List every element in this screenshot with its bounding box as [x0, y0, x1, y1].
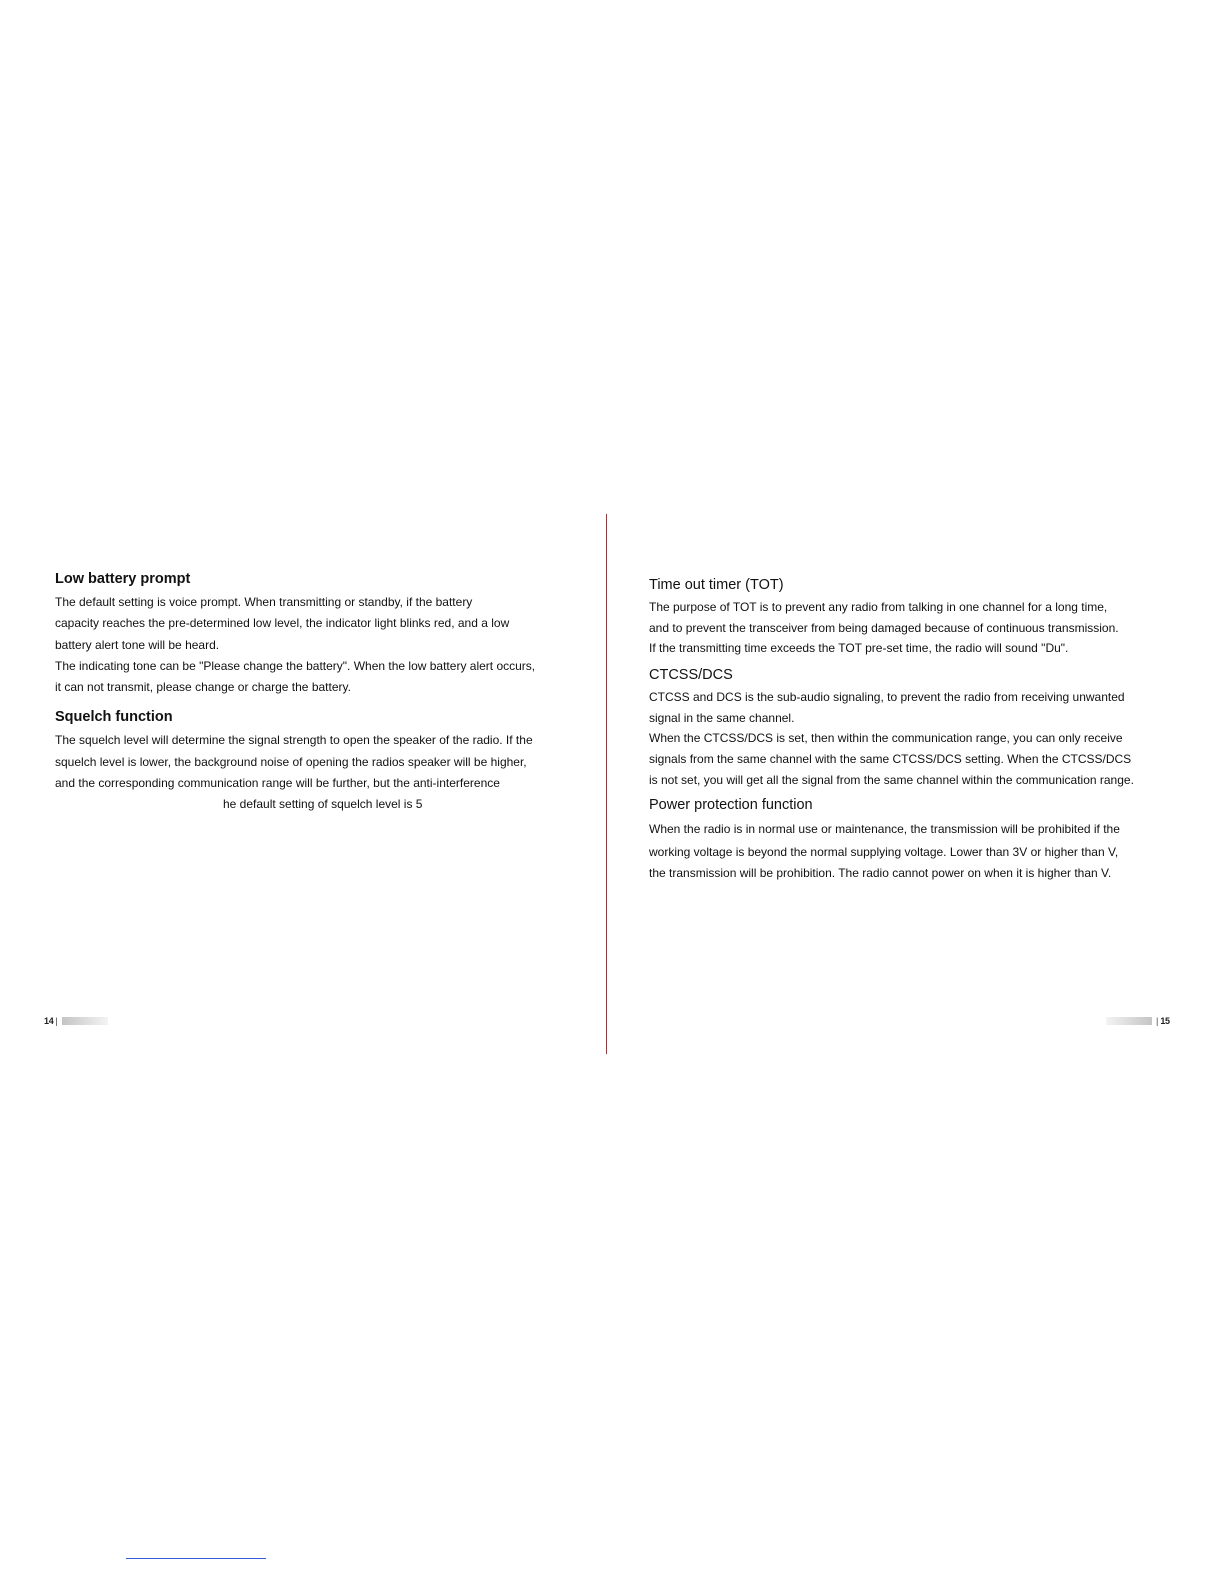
ctcss-line: CTCSS and DCS is the sub-audio signaling, to prevent the radio from receiving unwanted [649, 690, 1125, 704]
power-line: working voltage is beyond the normal supplying voltage. Lower than 3V or higher than V, [649, 845, 1119, 859]
folio-bar [62, 1017, 108, 1025]
squelch-line: The squelch level will determine the signal strength to open the speaker of the radio. If the [55, 733, 533, 747]
low-battery-line: The default setting is voice prompt. When transmitting or standby, if the battery [55, 595, 473, 609]
folio-bar [1106, 1017, 1152, 1025]
low-battery-heading: Low battery prompt [55, 571, 191, 587]
tot-line: If the transmitting time exceeds the TOT pre-set time, the radio will sound "Du". [649, 641, 1069, 655]
low-battery-line: battery alert tone will be heard. [55, 638, 220, 652]
squelch-line: he default setting of squelch level is 5 [223, 797, 423, 811]
footer-link-underline [126, 1558, 266, 1559]
low-battery-line: it can not transmit, please change or charge the battery. [55, 680, 351, 694]
ctcss-line: is not set, you will get all the signal from the same channel within the communication range. [649, 773, 1134, 787]
page-gutter-line [606, 514, 607, 1054]
folio-separator: | [1156, 1016, 1159, 1026]
page-number: 14 [44, 1016, 54, 1026]
ctcss-line: When the CTCSS/DCS is set, then within the communication range, you can only receive [649, 731, 1123, 745]
page-number: 15 [1160, 1016, 1170, 1026]
tot-line: The purpose of TOT is to prevent any radio from talking in one channel for a long time, [649, 600, 1108, 614]
right-page-folio [1106, 1016, 1170, 1026]
tot-heading: Time out timer (TOT) [649, 577, 784, 593]
squelch-line: squelch level is lower, the background noise of opening the radios speaker will be higher, [55, 755, 527, 769]
squelch-line: and the corresponding communication range will be further, but the anti-interference [55, 776, 500, 790]
power-line: the transmission will be prohibition. The radio cannot power on when it is higher than V. [649, 866, 1112, 880]
low-battery-line: The indicating tone can be "Please change the battery". When the low battery alert occurs, [55, 659, 536, 673]
folio-separator: | [55, 1016, 58, 1026]
low-battery-line: capacity reaches the pre-determined low level, the indicator light blinks red, and a low [55, 616, 510, 630]
power-line: When the radio is in normal use or maintenance, the transmission will be prohibited if the [649, 822, 1120, 836]
squelch-heading: Squelch function [55, 709, 173, 725]
ctcss-heading: CTCSS/DCS [649, 667, 733, 683]
tot-line: and to prevent the transceiver from being damaged because of continuous transmission. [649, 621, 1119, 635]
ctcss-line: signal in the same channel. [649, 711, 795, 725]
power-heading: Power protection function [649, 797, 813, 813]
left-page-folio [44, 1016, 108, 1026]
ctcss-line: signals from the same channel with the same CTCSS/DCS setting. When the CTCSS/DCS [649, 752, 1132, 766]
